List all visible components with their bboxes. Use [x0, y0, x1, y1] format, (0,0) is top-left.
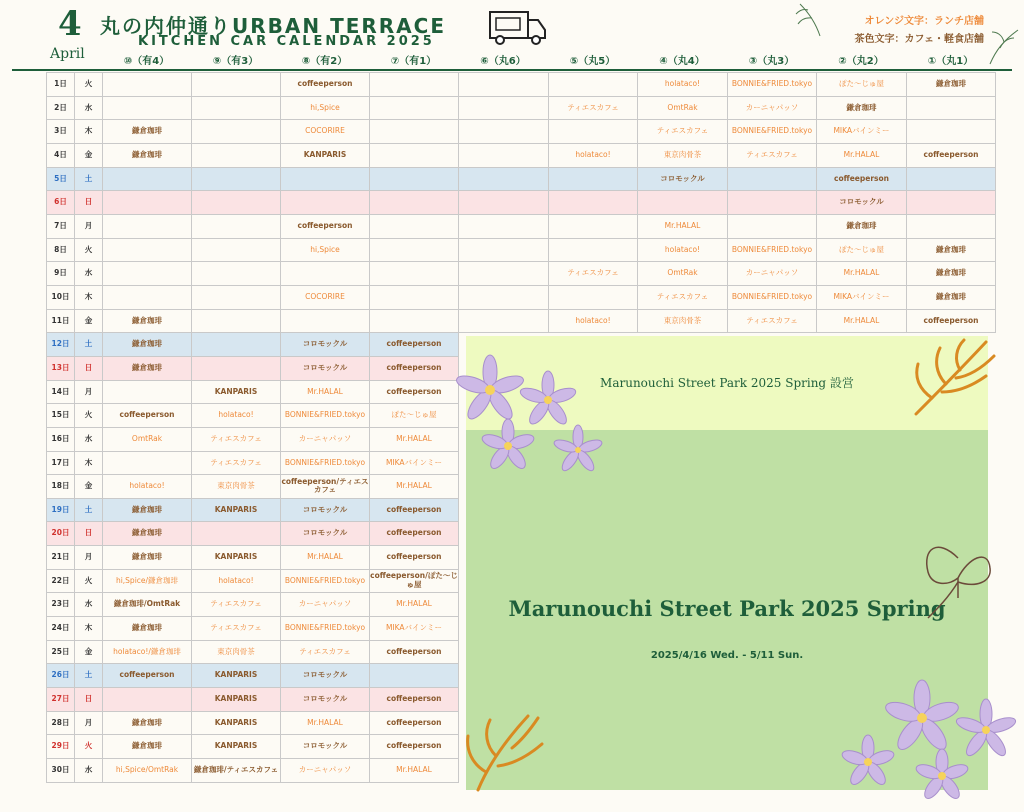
header-divider [12, 69, 1012, 71]
vendor-cell: カーニャパッソ [281, 427, 370, 451]
weekday-cell: 火 [75, 735, 103, 759]
vendor-cell [281, 191, 370, 215]
weekday-cell: 月 [75, 546, 103, 570]
kitchen-car-icon [488, 8, 548, 48]
vendor-cell [459, 143, 549, 167]
vendor-cell [370, 214, 459, 238]
vendor-cell [192, 191, 281, 215]
day-cell: 9日 [47, 262, 75, 286]
vendor-cell: hi,Spice [281, 238, 370, 262]
vendor-cell [370, 167, 459, 191]
weekday-cell: 日 [75, 522, 103, 546]
vendor-cell: ティエスカフェ [728, 143, 817, 167]
vendor-cell [549, 167, 638, 191]
vendor-cell: coffeeperson [281, 214, 370, 238]
vendor-cell: ティエスカフェ [549, 262, 638, 286]
vendor-cell [638, 191, 728, 215]
day-cell: 23日 [47, 593, 75, 617]
calendar-row [47, 191, 996, 215]
vendor-cell [192, 238, 281, 262]
vendor-cell [192, 356, 281, 380]
weekday-cell: 日 [75, 356, 103, 380]
day-cell: 16日 [47, 427, 75, 451]
vendor-cell: OmtRak [638, 262, 728, 286]
weekday-cell: 火 [75, 73, 103, 97]
vendor-cell [192, 214, 281, 238]
day-cell: 25日 [47, 640, 75, 664]
vendor-cell: 東京肉骨茶 [192, 640, 281, 664]
vendor-cell: 鎌倉珈琲 [103, 711, 192, 735]
day-cell: 21日 [47, 546, 75, 570]
calendar-row [47, 120, 996, 144]
vendor-cell [459, 167, 549, 191]
vendor-cell: ティエスカフェ [549, 96, 638, 120]
vendor-cell: Mr.HALAL [817, 262, 907, 286]
weekday-cell: 水 [75, 262, 103, 286]
vendor-cell: holataco!/鎌倉珈琲 [103, 640, 192, 664]
weekday-cell: 土 [75, 167, 103, 191]
vendor-cell: KANPARIS [192, 498, 281, 522]
vendor-cell: coffeeperson [370, 711, 459, 735]
vendor-cell [192, 309, 281, 333]
vendor-cell [370, 262, 459, 286]
vendor-cell [370, 309, 459, 333]
weekday-cell: 月 [75, 214, 103, 238]
day-cell: 22日 [47, 569, 75, 593]
vendor-cell: hi,Spice/鎌倉珈琲 [103, 569, 192, 593]
vendor-cell [549, 214, 638, 238]
weekday-cell: 火 [75, 238, 103, 262]
vendor-cell [728, 167, 817, 191]
vendor-cell [549, 73, 638, 97]
vendor-cell: KANPARIS [192, 546, 281, 570]
weekday-cell: 金 [75, 143, 103, 167]
column-header: ②（丸2） [838, 56, 884, 67]
vendor-cell: coffeeperson [370, 356, 459, 380]
vendor-cell: ぽた〜じゅ屋 [817, 238, 907, 262]
vendor-cell: ティエスカフェ [192, 427, 281, 451]
vendor-cell [459, 73, 549, 97]
day-cell: 24日 [47, 617, 75, 641]
vendor-cell: MIKAバインミー [370, 451, 459, 475]
vendor-cell [549, 120, 638, 144]
vendor-cell: coffeeperson [103, 404, 192, 428]
vendor-cell: coffeeperson [370, 688, 459, 712]
vendor-cell: coffeeperson [370, 522, 459, 546]
vendor-cell: coffeeperson [370, 333, 459, 357]
vendor-cell [370, 664, 459, 688]
weekday-cell: 火 [75, 404, 103, 428]
weekday-cell: 金 [75, 640, 103, 664]
vendor-cell [459, 214, 549, 238]
column-header: ⑦（有1） [390, 56, 437, 67]
day-cell: 10日 [47, 285, 75, 309]
vendor-cell: coffeeperson [370, 380, 459, 404]
vendor-cell: KANPARIS [192, 688, 281, 712]
vendor-cell: コロモックル [281, 688, 370, 712]
day-cell: 26日 [47, 664, 75, 688]
vendor-cell: BONNIE&FRIED.tokyo [281, 569, 370, 593]
vendor-cell: ぽた〜じゅ屋 [370, 404, 459, 428]
calendar-row [47, 285, 996, 309]
day-cell: 15日 [47, 404, 75, 428]
vendor-cell: 鎌倉珈琲 [103, 735, 192, 759]
vendor-cell: 鎌倉珈琲/OmtRak [103, 593, 192, 617]
vendor-cell: コロモックル [281, 356, 370, 380]
vendor-cell [192, 522, 281, 546]
vendor-cell: コロモックル [281, 664, 370, 688]
vendor-cell: 鎌倉珈琲 [817, 96, 907, 120]
vendor-cell [281, 309, 370, 333]
vendor-cell: KANPARIS [192, 380, 281, 404]
vendor-cell: 東京肉骨茶 [638, 309, 728, 333]
vendor-cell: BONNIE&FRIED.tokyo [281, 451, 370, 475]
vendor-cell: coffeeperson/ティエスカフェ [281, 475, 370, 499]
vendor-cell: カーニャパッソ [281, 759, 370, 783]
vendor-cell: holataco! [192, 404, 281, 428]
vendor-cell [103, 73, 192, 97]
vendor-cell: coffeeperson [370, 546, 459, 570]
column-header: ④（丸4） [659, 56, 705, 67]
vendor-cell [370, 143, 459, 167]
vendor-cell [370, 238, 459, 262]
vendor-cell [370, 120, 459, 144]
vendor-cell [907, 191, 996, 215]
day-cell: 8日 [47, 238, 75, 262]
vendor-cell [192, 285, 281, 309]
vendor-cell: BONNIE&FRIED.tokyo [728, 238, 817, 262]
column-header: ①（丸1） [927, 56, 974, 67]
day-cell: 6日 [47, 191, 75, 215]
weekday-cell: 日 [75, 191, 103, 215]
vendor-cell [907, 120, 996, 144]
vendor-cell: BONNIE&FRIED.tokyo [728, 120, 817, 144]
vendor-cell: MIKAバインミー [370, 617, 459, 641]
vendor-cell: 鎌倉珈琲/ティエスカフェ [192, 759, 281, 783]
vendor-cell: Mr.HALAL [370, 427, 459, 451]
vendor-cell: coffeeperson [103, 664, 192, 688]
column-header: ⑨（有3） [212, 56, 259, 67]
day-cell: 13日 [47, 356, 75, 380]
vendor-cell: ティエスカフェ [728, 309, 817, 333]
day-cell: 30日 [47, 759, 75, 783]
weekday-cell: 月 [75, 380, 103, 404]
vendor-cell [459, 191, 549, 215]
vendor-cell: コロモックル [281, 522, 370, 546]
column-header: ⑤（丸5） [569, 56, 616, 67]
vendor-cell [103, 238, 192, 262]
day-cell: 1日 [47, 73, 75, 97]
day-cell: 20日 [47, 522, 75, 546]
vendor-cell [549, 285, 638, 309]
vendor-cell [192, 96, 281, 120]
vendor-cell: 鎌倉珈琲 [103, 522, 192, 546]
vendor-cell: 鎌倉珈琲 [103, 617, 192, 641]
weekday-cell: 水 [75, 759, 103, 783]
vendor-cell [459, 238, 549, 262]
vendor-cell: ティエスカフェ [638, 120, 728, 144]
vendor-cell: ティエスカフェ [638, 285, 728, 309]
vendor-cell: ティエスカフェ [281, 640, 370, 664]
vendor-cell [103, 688, 192, 712]
vendor-cell: コロモックル [281, 333, 370, 357]
day-cell: 28日 [47, 711, 75, 735]
vendor-cell [370, 96, 459, 120]
vendor-cell [459, 262, 549, 286]
vendor-cell [192, 167, 281, 191]
vendor-cell [370, 73, 459, 97]
vendor-cell: MIKAバインミー [817, 120, 907, 144]
park-setup-label: Marunouchi Street Park 2025 Spring 設営 [600, 376, 854, 390]
calendar-row [47, 309, 996, 333]
column-header: ⑩（有4） [123, 56, 170, 67]
weekday-cell: 金 [75, 475, 103, 499]
month-name: April [50, 46, 85, 62]
calendar-row [47, 214, 996, 238]
vendor-cell: 東京肉骨茶 [638, 143, 728, 167]
calendar-row [47, 167, 996, 191]
vendor-cell: KANPARIS [192, 735, 281, 759]
vendor-cell [103, 285, 192, 309]
weekday-cell: 水 [75, 593, 103, 617]
day-cell: 29日 [47, 735, 75, 759]
vendor-cell: 鎌倉珈琲 [103, 546, 192, 570]
vendor-cell: hi,Spice/OmtRak [103, 759, 192, 783]
vendor-cell: ティエスカフェ [192, 451, 281, 475]
vendor-cell: コロモックル [817, 191, 907, 215]
vendor-cell: COCORIRE [281, 120, 370, 144]
vendor-cell: Mr.HALAL [281, 711, 370, 735]
calendar-row [47, 238, 996, 262]
vendor-cell: Mr.HALAL [817, 309, 907, 333]
vendor-cell [192, 120, 281, 144]
vendor-cell [192, 143, 281, 167]
vendor-cell: 鎌倉珈琲 [907, 262, 996, 286]
vendor-cell: Mr.HALAL [370, 759, 459, 783]
vendor-cell: KANPARIS [192, 711, 281, 735]
vendor-cell: coffeeperson [370, 498, 459, 522]
weekday-cell: 木 [75, 617, 103, 641]
vendor-cell [907, 167, 996, 191]
weekday-cell: 木 [75, 120, 103, 144]
day-cell: 11日 [47, 309, 75, 333]
vendor-cell: カーニャパッソ [728, 96, 817, 120]
vendor-cell: coffeeperson [281, 73, 370, 97]
day-cell: 4日 [47, 143, 75, 167]
vendor-cell: 鎌倉珈琲 [907, 285, 996, 309]
vendor-cell [459, 285, 549, 309]
vendor-cell: holataco! [103, 475, 192, 499]
vendor-cell [549, 191, 638, 215]
column-header: ⑥（丸6） [480, 56, 526, 67]
vendor-cell: 鎌倉珈琲 [907, 238, 996, 262]
vendor-cell: BONNIE&FRIED.tokyo [728, 285, 817, 309]
vendor-cell: コロモックル [281, 735, 370, 759]
weekday-cell: 月 [75, 711, 103, 735]
vendor-cell: Mr.HALAL [281, 546, 370, 570]
vendor-cell: 東京肉骨茶 [192, 475, 281, 499]
vendor-cell: KANPARIS [192, 664, 281, 688]
legend-lunch: オレンジ文字：ランチ店舗 [864, 16, 984, 27]
park-event-title: Marunouchi Street Park 2025 Spring [508, 596, 946, 621]
legend-cafe: 茶色文字：カフェ・軽食店舗 [854, 34, 984, 45]
page-subtitle: KITCHEN CAR CALENDAR 2025 [138, 34, 435, 49]
weekday-cell: 土 [75, 498, 103, 522]
vendor-cell: BONNIE&FRIED.tokyo [728, 73, 817, 97]
vendor-cell [549, 238, 638, 262]
vendor-cell: holataco! [549, 309, 638, 333]
vendor-cell: 鎌倉珈琲 [103, 143, 192, 167]
weekday-cell: 日 [75, 688, 103, 712]
vendor-cell: OmtRak [638, 96, 728, 120]
day-cell: 3日 [47, 120, 75, 144]
column-header: ⑧（有2） [301, 56, 348, 67]
vendor-cell: ティエスカフェ [192, 617, 281, 641]
page-title: 丸の内仲通りURBAN TERRACE [100, 14, 446, 38]
vendor-cell: 鎌倉珈琲 [103, 356, 192, 380]
vendor-cell: holataco! [638, 238, 728, 262]
weekday-cell: 水 [75, 96, 103, 120]
vendor-cell [103, 451, 192, 475]
vendor-cell [103, 262, 192, 286]
vendor-cell [192, 333, 281, 357]
vendor-cell: カーニャパッソ [281, 593, 370, 617]
vendor-cell [192, 262, 281, 286]
vendor-cell: 鎌倉珈琲 [907, 73, 996, 97]
day-cell: 12日 [47, 333, 75, 357]
day-cell: 5日 [47, 167, 75, 191]
vendor-cell [907, 214, 996, 238]
vendor-cell: ぽた〜じゅ屋 [817, 73, 907, 97]
weekday-cell: 木 [75, 285, 103, 309]
calendar-row [47, 96, 996, 120]
day-cell: 19日 [47, 498, 75, 522]
vendor-cell: MIKAバインミー [817, 285, 907, 309]
vendor-cell [459, 96, 549, 120]
calendar-row [47, 143, 996, 167]
vendor-cell: KANPARIS [281, 143, 370, 167]
vendor-cell: holataco! [549, 143, 638, 167]
vendor-cell [103, 214, 192, 238]
vendor-cell: Mr.HALAL [281, 380, 370, 404]
vendor-cell [907, 96, 996, 120]
weekday-cell: 木 [75, 451, 103, 475]
vendor-cell: 鎌倉珈琲 [817, 214, 907, 238]
month-number: 4 [58, 4, 82, 44]
vendor-cell: BONNIE&FRIED.tokyo [281, 617, 370, 641]
vendor-cell: Mr.HALAL [817, 143, 907, 167]
calendar-row [47, 262, 996, 286]
weekday-cell: 土 [75, 333, 103, 357]
weekday-cell: 火 [75, 569, 103, 593]
vendor-cell: 鎌倉珈琲 [103, 333, 192, 357]
vendor-cell: holataco! [638, 73, 728, 97]
vendor-cell: coffeeperson [907, 143, 996, 167]
vendor-cell: coffeeperson [370, 735, 459, 759]
vendor-cell: Mr.HALAL [370, 593, 459, 617]
weekday-cell: 土 [75, 664, 103, 688]
vendor-cell: Mr.HALAL [638, 214, 728, 238]
day-cell: 2日 [47, 96, 75, 120]
weekday-cell: 水 [75, 427, 103, 451]
vendor-cell [103, 96, 192, 120]
vendor-cell: coffeeperson [907, 309, 996, 333]
vendor-cell: 鎌倉珈琲 [103, 498, 192, 522]
park-event-dates: 2025/4/16 Wed. - 5/11 Sun. [650, 650, 804, 661]
vendor-cell [281, 262, 370, 286]
day-cell: 27日 [47, 688, 75, 712]
vendor-cell [103, 167, 192, 191]
vendor-cell: コロモックル [638, 167, 728, 191]
vendor-cell [103, 191, 192, 215]
vendor-cell [103, 380, 192, 404]
vendor-cell: コロモックル [281, 498, 370, 522]
calendar-row [47, 73, 996, 97]
vendor-cell: holataco! [192, 569, 281, 593]
vendor-cell: hi,Spice [281, 96, 370, 120]
vendor-cell [192, 73, 281, 97]
vendor-cell: COCORIRE [281, 285, 370, 309]
vendor-cell [281, 167, 370, 191]
day-cell: 18日 [47, 475, 75, 499]
vendor-cell [728, 214, 817, 238]
vendor-cell: BONNIE&FRIED.tokyo [281, 404, 370, 428]
day-cell: 7日 [47, 214, 75, 238]
vendor-cell: OmtRak [103, 427, 192, 451]
vendor-cell: coffeeperson [817, 167, 907, 191]
day-cell: 17日 [47, 451, 75, 475]
vendor-cell: Mr.HALAL [370, 475, 459, 499]
vendor-cell: 鎌倉珈琲 [103, 309, 192, 333]
vendor-cell: ティエスカフェ [192, 593, 281, 617]
vendor-cell: 鎌倉珈琲 [103, 120, 192, 144]
vendor-cell: coffeeperson [370, 640, 459, 664]
day-cell: 14日 [47, 380, 75, 404]
vendor-cell [370, 191, 459, 215]
vendor-cell [459, 309, 549, 333]
vendor-cell [370, 285, 459, 309]
weekday-cell: 金 [75, 309, 103, 333]
vendor-cell [728, 191, 817, 215]
vendor-cell: カーニャパッソ [728, 262, 817, 286]
vendor-cell: coffeeperson/ぽた〜じゅ屋 [370, 569, 459, 593]
vendor-cell [459, 120, 549, 144]
column-header: ③（丸3） [748, 56, 795, 67]
